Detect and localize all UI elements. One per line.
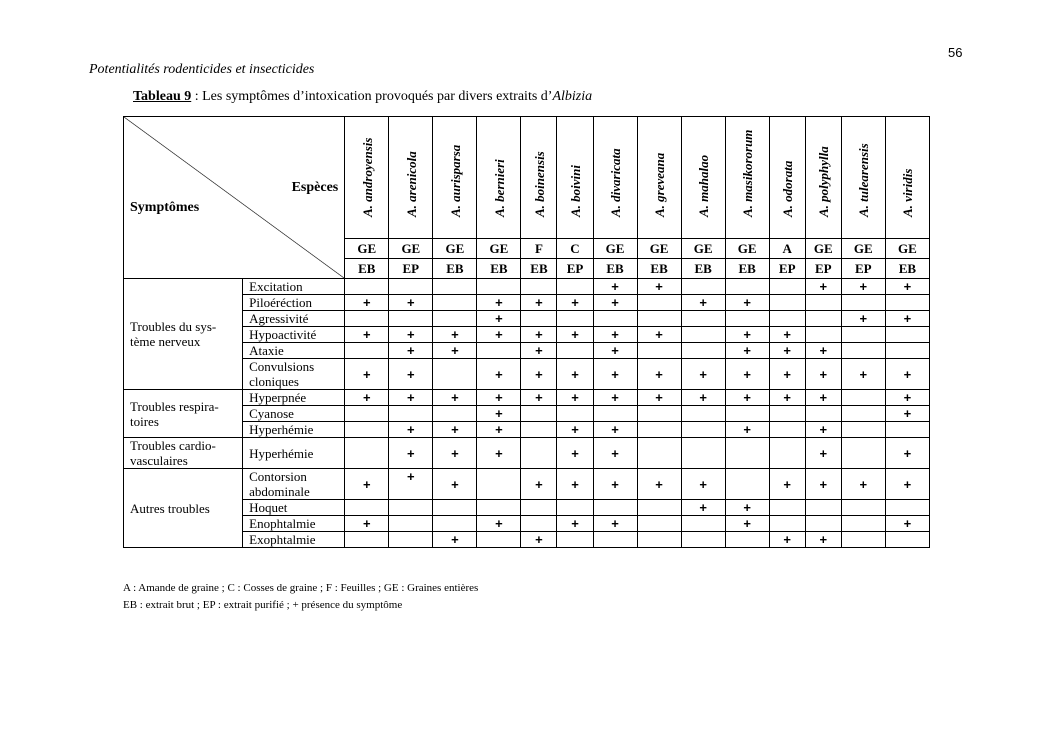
- symptom-mark: [841, 422, 885, 438]
- symptom-mark: [433, 311, 477, 327]
- species-header: [637, 117, 681, 239]
- symptom-mark: [389, 532, 433, 548]
- species-name: A. divaricata: [608, 148, 624, 217]
- symptom-mark: +: [477, 516, 521, 532]
- symptom-mark: [557, 343, 593, 359]
- symptom-mark: [345, 279, 389, 295]
- diagonal-header: [124, 117, 344, 278]
- symptom-label: Hyperhémie: [243, 422, 345, 438]
- table-row: [124, 390, 930, 406]
- symptom-mark: +: [593, 516, 637, 532]
- symptom-mark: [769, 279, 805, 295]
- symptom-mark: +: [557, 516, 593, 532]
- header-especes: Espèces: [291, 180, 339, 195]
- symptom-label: Ataxie: [243, 343, 345, 359]
- symptom-mark: +: [681, 390, 725, 406]
- symptom-mark: +: [521, 532, 557, 548]
- species-header: [477, 117, 521, 239]
- symptom-mark: +: [521, 327, 557, 343]
- species-header: [521, 117, 557, 239]
- organ-code: GE: [477, 239, 521, 259]
- symptom-mark: +: [681, 500, 725, 516]
- species-header: [345, 117, 389, 239]
- group-label: Troubles respira- toires: [124, 390, 243, 438]
- symptom-mark: [521, 279, 557, 295]
- symptom-mark: +: [885, 469, 929, 500]
- symptom-mark: +: [769, 327, 805, 343]
- symptom-mark: +: [477, 311, 521, 327]
- symptom-mark: +: [805, 469, 841, 500]
- symptom-mark: [637, 311, 681, 327]
- symptom-mark: [637, 532, 681, 548]
- symptom-mark: [681, 311, 725, 327]
- symptom-mark: [389, 311, 433, 327]
- symptom-mark: [841, 500, 885, 516]
- symptom-mark: +: [805, 532, 841, 548]
- symptom-mark: [805, 295, 841, 311]
- symptom-mark: [885, 327, 929, 343]
- symptom-mark: +: [521, 469, 557, 500]
- symptom-mark: +: [389, 295, 433, 311]
- table-row: [124, 311, 930, 327]
- organ-code: GE: [725, 239, 769, 259]
- symptom-mark: [885, 422, 929, 438]
- symptom-mark: [805, 500, 841, 516]
- symptoms-table: [123, 116, 930, 548]
- symptom-mark: +: [345, 327, 389, 343]
- table-row: [124, 532, 930, 548]
- symptom-mark: +: [557, 469, 593, 500]
- header-symptomes: Symptômes: [130, 200, 200, 215]
- symptom-mark: +: [885, 390, 929, 406]
- symptom-mark: +: [593, 327, 637, 343]
- symptom-mark: +: [557, 438, 593, 469]
- organ-code: GE: [885, 239, 929, 259]
- symptom-mark: +: [841, 359, 885, 390]
- extract-code: EB: [681, 259, 725, 279]
- symptom-mark: +: [345, 295, 389, 311]
- symptom-mark: +: [681, 359, 725, 390]
- symptom-mark: +: [477, 438, 521, 469]
- organ-code: GE: [433, 239, 477, 259]
- species-name: A. boinensis: [531, 151, 547, 217]
- extract-code: EP: [805, 259, 841, 279]
- symptom-mark: +: [769, 469, 805, 500]
- species-name: A. mahalao: [696, 154, 712, 217]
- species-name: A. masikororum: [740, 129, 756, 217]
- symptom-mark: [805, 516, 841, 532]
- table-row: [124, 279, 930, 295]
- symptom-label: Hypoactivité: [243, 327, 345, 343]
- extract-code: EB: [477, 259, 521, 279]
- symptom-mark: [389, 406, 433, 422]
- symptom-mark: +: [725, 343, 769, 359]
- organ-code: GE: [345, 239, 389, 259]
- organ-code: GE: [841, 239, 885, 259]
- species-header: [769, 117, 805, 239]
- symptom-label: Agressivité: [243, 311, 345, 327]
- symptom-mark: [557, 279, 593, 295]
- symptom-mark: [769, 406, 805, 422]
- symptom-mark: [769, 438, 805, 469]
- extract-code: EP: [557, 259, 593, 279]
- extract-code: EB: [637, 259, 681, 279]
- symptom-mark: +: [433, 343, 477, 359]
- symptom-mark: [345, 438, 389, 469]
- symptom-mark: [769, 295, 805, 311]
- symptom-mark: [681, 327, 725, 343]
- table-row: [124, 359, 930, 390]
- symptom-mark: [841, 438, 885, 469]
- symptom-mark: +: [345, 359, 389, 390]
- symptom-mark: +: [769, 343, 805, 359]
- group-label: Troubles du sys- tème nerveux: [124, 279, 243, 390]
- symptom-mark: [841, 516, 885, 532]
- table-row: [124, 343, 930, 359]
- symptom-mark: [681, 438, 725, 469]
- footnote-extracts: EB : extrait brut ; EP : extrait purifié ; + présence du symptôme: [123, 599, 403, 611]
- symptom-mark: [637, 422, 681, 438]
- symptom-mark: [477, 279, 521, 295]
- symptom-mark: [521, 311, 557, 327]
- symptom-mark: +: [725, 390, 769, 406]
- symptom-mark: +: [593, 295, 637, 311]
- symptom-mark: +: [885, 438, 929, 469]
- symptom-mark: +: [593, 279, 637, 295]
- symptom-mark: [557, 311, 593, 327]
- symptom-mark: +: [477, 406, 521, 422]
- group-label: Troubles cardio- vasculaires: [124, 438, 243, 469]
- symptom-mark: [433, 295, 477, 311]
- symptom-mark: [433, 500, 477, 516]
- species-header: [433, 117, 477, 239]
- symptom-mark: +: [557, 295, 593, 311]
- table-row: [124, 295, 930, 311]
- symptom-mark: +: [557, 390, 593, 406]
- organ-code: F: [521, 239, 557, 259]
- symptom-mark: [681, 516, 725, 532]
- symptom-mark: [637, 500, 681, 516]
- symptom-mark: +: [557, 422, 593, 438]
- symptom-mark: +: [345, 390, 389, 406]
- extract-code: EB: [433, 259, 477, 279]
- symptom-mark: +: [885, 406, 929, 422]
- symptom-mark: +: [805, 279, 841, 295]
- organ-code: A: [769, 239, 805, 259]
- symptom-mark: +: [593, 359, 637, 390]
- symptom-mark: [725, 469, 769, 500]
- symptom-mark: [593, 406, 637, 422]
- symptom-mark: [477, 343, 521, 359]
- extract-code: EB: [885, 259, 929, 279]
- symptom-mark: +: [433, 327, 477, 343]
- symptom-label: Hyperhémie: [243, 438, 345, 469]
- organ-code: C: [557, 239, 593, 259]
- symptom-label: Cyanose: [243, 406, 345, 422]
- symptom-mark: +: [725, 516, 769, 532]
- symptom-mark: [841, 295, 885, 311]
- symptom-mark: [885, 500, 929, 516]
- symptom-mark: [593, 311, 637, 327]
- symptom-mark: +: [681, 295, 725, 311]
- symptom-mark: [769, 516, 805, 532]
- extract-code: EP: [841, 259, 885, 279]
- extract-code: EP: [769, 259, 805, 279]
- symptom-mark: [885, 343, 929, 359]
- header-row-species: [124, 117, 930, 239]
- symptom-mark: +: [389, 359, 433, 390]
- symptom-mark: +: [885, 279, 929, 295]
- symptom-mark: +: [521, 295, 557, 311]
- symptom-mark: +: [805, 343, 841, 359]
- symptom-mark: +: [805, 422, 841, 438]
- symptom-mark: [345, 311, 389, 327]
- symptom-label: Contorsion abdominale: [243, 469, 345, 500]
- symptom-mark: [557, 500, 593, 516]
- symptom-mark: [557, 532, 593, 548]
- symptom-label: Enophtalmie: [243, 516, 345, 532]
- species-name: A. tulearensis: [856, 143, 872, 217]
- symptom-mark: +: [389, 343, 433, 359]
- symptom-mark: [805, 406, 841, 422]
- species-header: [593, 117, 637, 239]
- symptom-mark: +: [389, 327, 433, 343]
- symptom-mark: [477, 532, 521, 548]
- symptom-mark: +: [477, 359, 521, 390]
- symptom-mark: [593, 500, 637, 516]
- species-name: A. bernieri: [491, 159, 507, 217]
- symptom-mark: [433, 279, 477, 295]
- symptom-mark: [557, 406, 593, 422]
- symptom-mark: [637, 295, 681, 311]
- table-row: [124, 422, 930, 438]
- organ-code: GE: [637, 239, 681, 259]
- caption-text: : Les symptômes d’intoxication provoqués par divers extraits d’: [191, 89, 553, 104]
- symptom-mark: +: [637, 327, 681, 343]
- table-row: [124, 327, 930, 343]
- symptom-mark: +: [433, 438, 477, 469]
- symptom-mark: +: [769, 390, 805, 406]
- symptom-mark: +: [389, 390, 433, 406]
- symptom-mark: +: [521, 359, 557, 390]
- symptom-label: Exophtalmie: [243, 532, 345, 548]
- symptom-mark: +: [389, 438, 433, 469]
- table-row: [124, 406, 930, 422]
- symptom-mark: [725, 532, 769, 548]
- species-name: A. aurisparsa: [447, 144, 463, 217]
- extract-code: EB: [725, 259, 769, 279]
- symptom-mark: +: [637, 359, 681, 390]
- symptom-mark: [841, 343, 885, 359]
- symptom-mark: +: [345, 516, 389, 532]
- table-row: [124, 469, 930, 500]
- symptom-mark: [345, 532, 389, 548]
- symptom-mark: [841, 532, 885, 548]
- symptom-mark: +: [805, 390, 841, 406]
- species-header: [841, 117, 885, 239]
- symptom-mark: +: [389, 469, 433, 500]
- symptom-mark: [433, 359, 477, 390]
- extract-code: EB: [521, 259, 557, 279]
- symptom-label: Excitation: [243, 279, 345, 295]
- symptom-mark: +: [593, 438, 637, 469]
- symptom-mark: +: [725, 359, 769, 390]
- symptom-mark: +: [477, 390, 521, 406]
- symptom-mark: [681, 406, 725, 422]
- symptom-mark: +: [433, 390, 477, 406]
- symptom-mark: +: [841, 311, 885, 327]
- symptom-mark: [885, 295, 929, 311]
- symptom-mark: [477, 500, 521, 516]
- symptom-mark: [841, 327, 885, 343]
- symptom-mark: [637, 438, 681, 469]
- symptom-mark: +: [725, 500, 769, 516]
- symptom-mark: +: [521, 390, 557, 406]
- running-title: Potentialités rodenticides et insecticides: [89, 62, 315, 77]
- extract-code: EP: [389, 259, 433, 279]
- species-header: [681, 117, 725, 239]
- symptom-mark: +: [885, 359, 929, 390]
- symptom-mark: +: [885, 311, 929, 327]
- symptom-mark: [769, 422, 805, 438]
- symptom-mark: +: [769, 532, 805, 548]
- species-name: A. odorata: [780, 160, 796, 217]
- symptom-mark: [637, 516, 681, 532]
- symptom-mark: [681, 279, 725, 295]
- symptom-mark: [345, 406, 389, 422]
- symptom-mark: +: [433, 469, 477, 500]
- species-header: [885, 117, 929, 239]
- extract-code: EB: [593, 259, 637, 279]
- table-row: [124, 500, 930, 516]
- page-number: 56: [948, 45, 963, 60]
- symptom-mark: [637, 406, 681, 422]
- symptom-mark: [637, 343, 681, 359]
- symptom-label: Hyperpnée: [243, 390, 345, 406]
- symptom-mark: [521, 438, 557, 469]
- symptom-mark: [681, 422, 725, 438]
- symptom-mark: [521, 406, 557, 422]
- symptom-mark: [725, 279, 769, 295]
- symptom-mark: [769, 311, 805, 327]
- symptom-mark: [389, 500, 433, 516]
- species-header: [725, 117, 769, 239]
- symptom-mark: [841, 406, 885, 422]
- symptom-mark: [389, 279, 433, 295]
- footnote-organs: A : Amande de graine ; C : Cosses de graine ; F : Feuilles ; GE : Graines entières: [123, 582, 479, 594]
- symptom-mark: +: [637, 279, 681, 295]
- symptom-mark: [681, 532, 725, 548]
- symptom-mark: [725, 438, 769, 469]
- symptom-mark: +: [805, 359, 841, 390]
- symptom-mark: +: [593, 469, 637, 500]
- symptom-mark: [345, 500, 389, 516]
- species-name: A. boivini: [568, 164, 583, 217]
- symptom-mark: [345, 422, 389, 438]
- symptom-mark: [433, 516, 477, 532]
- symptom-mark: [805, 327, 841, 343]
- caption-genus: Albizia: [552, 89, 593, 104]
- caption-label: Tableau 9: [133, 89, 192, 104]
- symptom-mark: +: [521, 343, 557, 359]
- symptom-mark: [725, 406, 769, 422]
- species-header: [557, 117, 593, 239]
- symptom-mark: +: [805, 438, 841, 469]
- species-name: A. greveana: [652, 152, 668, 217]
- symptom-mark: +: [725, 295, 769, 311]
- symptom-mark: +: [477, 327, 521, 343]
- organ-code: GE: [681, 239, 725, 259]
- symptom-mark: +: [769, 359, 805, 390]
- symptom-mark: +: [345, 469, 389, 500]
- symptom-mark: [593, 532, 637, 548]
- species-name: A. viridis: [900, 168, 916, 217]
- extract-code: EB: [345, 259, 389, 279]
- organ-code: GE: [593, 239, 637, 259]
- symptom-mark: [681, 343, 725, 359]
- species-name: A. arenicola: [403, 151, 419, 217]
- symptom-mark: +: [477, 422, 521, 438]
- symptom-mark: +: [637, 390, 681, 406]
- symptom-mark: [885, 532, 929, 548]
- symptom-mark: +: [841, 469, 885, 500]
- symptom-mark: [841, 390, 885, 406]
- symptom-label: Piloéréction: [243, 295, 345, 311]
- symptom-mark: +: [725, 422, 769, 438]
- symptom-mark: [521, 500, 557, 516]
- symptom-mark: [521, 516, 557, 532]
- symptom-mark: [725, 311, 769, 327]
- table-row: [124, 516, 930, 532]
- species-name: A. polyphylla: [816, 146, 832, 217]
- symptom-mark: +: [841, 279, 885, 295]
- symptom-mark: [805, 311, 841, 327]
- symptom-mark: +: [885, 516, 929, 532]
- table-caption: [133, 89, 592, 105]
- symptom-mark: +: [593, 390, 637, 406]
- symptom-mark: [769, 500, 805, 516]
- symptom-mark: +: [557, 327, 593, 343]
- symptom-mark: +: [593, 343, 637, 359]
- symptom-mark: [389, 516, 433, 532]
- symptom-mark: +: [681, 469, 725, 500]
- symptom-mark: [521, 422, 557, 438]
- symptom-label: Hoquet: [243, 500, 345, 516]
- symptom-label: Convulsions cloniques: [243, 359, 345, 390]
- symptom-mark: +: [433, 532, 477, 548]
- symptom-mark: +: [725, 327, 769, 343]
- organ-code: GE: [805, 239, 841, 259]
- symptom-mark: +: [557, 359, 593, 390]
- species-header: [805, 117, 841, 239]
- symptom-mark: +: [477, 295, 521, 311]
- symptom-mark: +: [593, 422, 637, 438]
- group-label: Autres troubles: [124, 469, 243, 548]
- symptom-mark: [345, 343, 389, 359]
- symptom-mark: +: [433, 422, 477, 438]
- species-name: A. androyensis: [359, 137, 375, 217]
- symptom-mark: +: [637, 469, 681, 500]
- symptom-mark: [477, 469, 521, 500]
- table-row: [124, 438, 930, 469]
- symptom-mark: +: [389, 422, 433, 438]
- species-header: [389, 117, 433, 239]
- diagonal-header-cell: [124, 117, 345, 279]
- organ-code: GE: [389, 239, 433, 259]
- symptom-mark: [433, 406, 477, 422]
